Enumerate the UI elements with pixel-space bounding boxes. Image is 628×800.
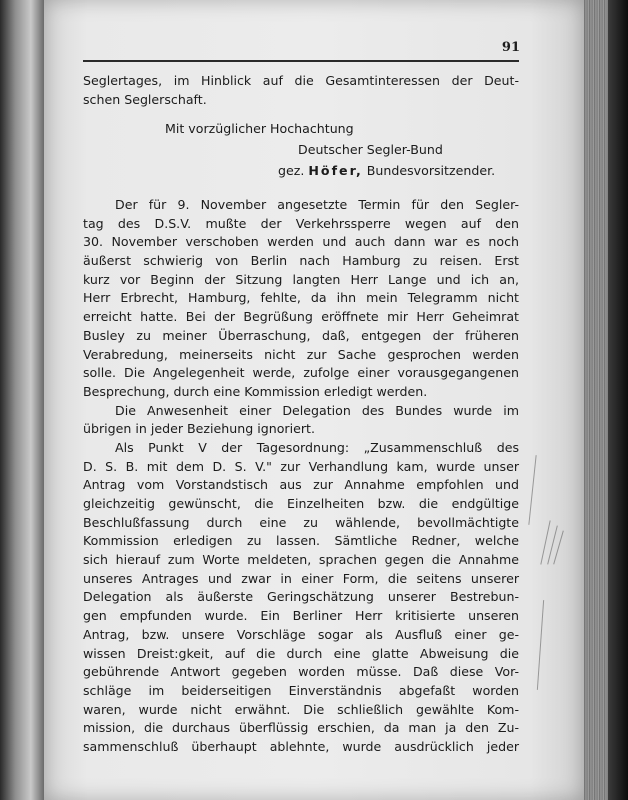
scan-shadow: [608, 0, 628, 800]
intro-paragraph: [83, 72, 519, 109]
text-line: Die Anwesenheit einer Delegation des Bundes wurde im: [115, 402, 519, 418]
text-line: waren, wurde nicht erwähnt. Die schließlich gewählte Kom-: [83, 701, 519, 717]
text-line: Antrag vom Vorstandstisch aus zur Annahme empfohlen und: [83, 477, 519, 493]
text-line: solle. Die Angelegenheit werde, zufolge einer vorausgegangenen: [83, 365, 519, 381]
text-line: äußerst schwierig von Berlin nach Hamburg zu reisen. Erst: [83, 253, 519, 269]
signature-line: [83, 160, 519, 181]
text-line: Besprechung, durch eine Kommission erledigt werden.: [83, 383, 428, 399]
text-line: kurz vor Beginn der Sitzung langten Herr Lange und ich an,: [83, 271, 519, 287]
signature-prefix: gez.: [278, 163, 305, 178]
header-rule: [83, 60, 519, 62]
text-line: 30. November verschoben werden und auch dann war es noch: [83, 234, 519, 250]
text-line: Delegation als äußerste Geringschätzung unserer Bestrebun-: [83, 589, 519, 605]
text-line: Als Punkt V der Tagesordnung: „Zusammenschluß des: [115, 439, 519, 455]
text-line: Antrag, bzw. unsere Vorschläge sogar als Ausfluß einer ge-: [83, 626, 519, 642]
salutation: Mit vorzüglicher Hochachtung: [165, 121, 354, 136]
page-number: 91: [501, 40, 520, 55]
previous-page-edge: [0, 0, 44, 800]
signer-title: Bundesvorsitzender.: [366, 163, 496, 178]
body-text: [83, 196, 519, 757]
text-line: unseres Antrages und zwar in einer Form, die seitens unserer: [83, 570, 519, 586]
text-line: Verabredung, meinerseits nicht zur Sache gesprochen werden: [83, 346, 519, 362]
text-line: sich hierauf zum Worte meldeten, sprachen gegen die Annahme: [83, 552, 519, 568]
text-line: sammenschluß überhaupt ablehnte, wurde ausdrücklich jeder: [83, 738, 519, 754]
text-line: D. S. B. mit dem D. S. V." zur Verhandlung kam, wurde unser: [83, 458, 519, 474]
text-line: gebührende Antwort gegeben worden müsse. Daß diese Vor-: [83, 664, 519, 680]
text-line: Busley zu meiner Überraschung, daß, entgegen der früheren: [83, 327, 519, 343]
text-line: schen Seglerschaft.: [83, 91, 207, 107]
text-line: schläge im beiderseitigen Einverständnis abgefaßt worden: [83, 682, 519, 698]
text-line: Seglertages, im Hinblick auf die Gesamtinteressen der Deut-: [83, 73, 519, 88]
text-line: Der für 9. November angesetzte Termin für den Segler-: [115, 197, 519, 212]
text-line: Kommission erledigen zu lassen. Sämtliche Redner, welche: [83, 533, 519, 549]
text-line: übrigen in jeder Beziehung ignoriert.: [83, 421, 315, 437]
text-line: gen empfunden wurde. Ein Berliner Herr kritisierte unseren: [83, 608, 519, 624]
letter-closing: [83, 118, 519, 181]
text-line: tag des D.S.V. mußte der Verkehrssperre wegen auf den: [83, 215, 519, 231]
text-line: gleichzeitig gewünscht, die Einzelheiten bzw. die endgültige: [83, 496, 519, 511]
signer-name: Höfer,: [308, 163, 363, 178]
text-line: erreicht hatte. Bei der Begrüßung eröffnete mir Herr Geheimrat: [83, 309, 519, 325]
text-line: Beschlußfassung durch eine zu wählende, bevollmächtigte: [83, 514, 519, 530]
organization-name: Deutscher Segler-Bund: [298, 142, 443, 157]
text-line: Herr Erbrecht, Hamburg, fehlte, da ihn mein Telegramm nicht: [83, 290, 519, 306]
text-line: mission, die durchaus überflüssig erschien, da man ja den Zu-: [83, 720, 519, 736]
text-line: wissen Dreist:gkeit, auf die durch eine glatte Abweisung die: [83, 645, 519, 661]
